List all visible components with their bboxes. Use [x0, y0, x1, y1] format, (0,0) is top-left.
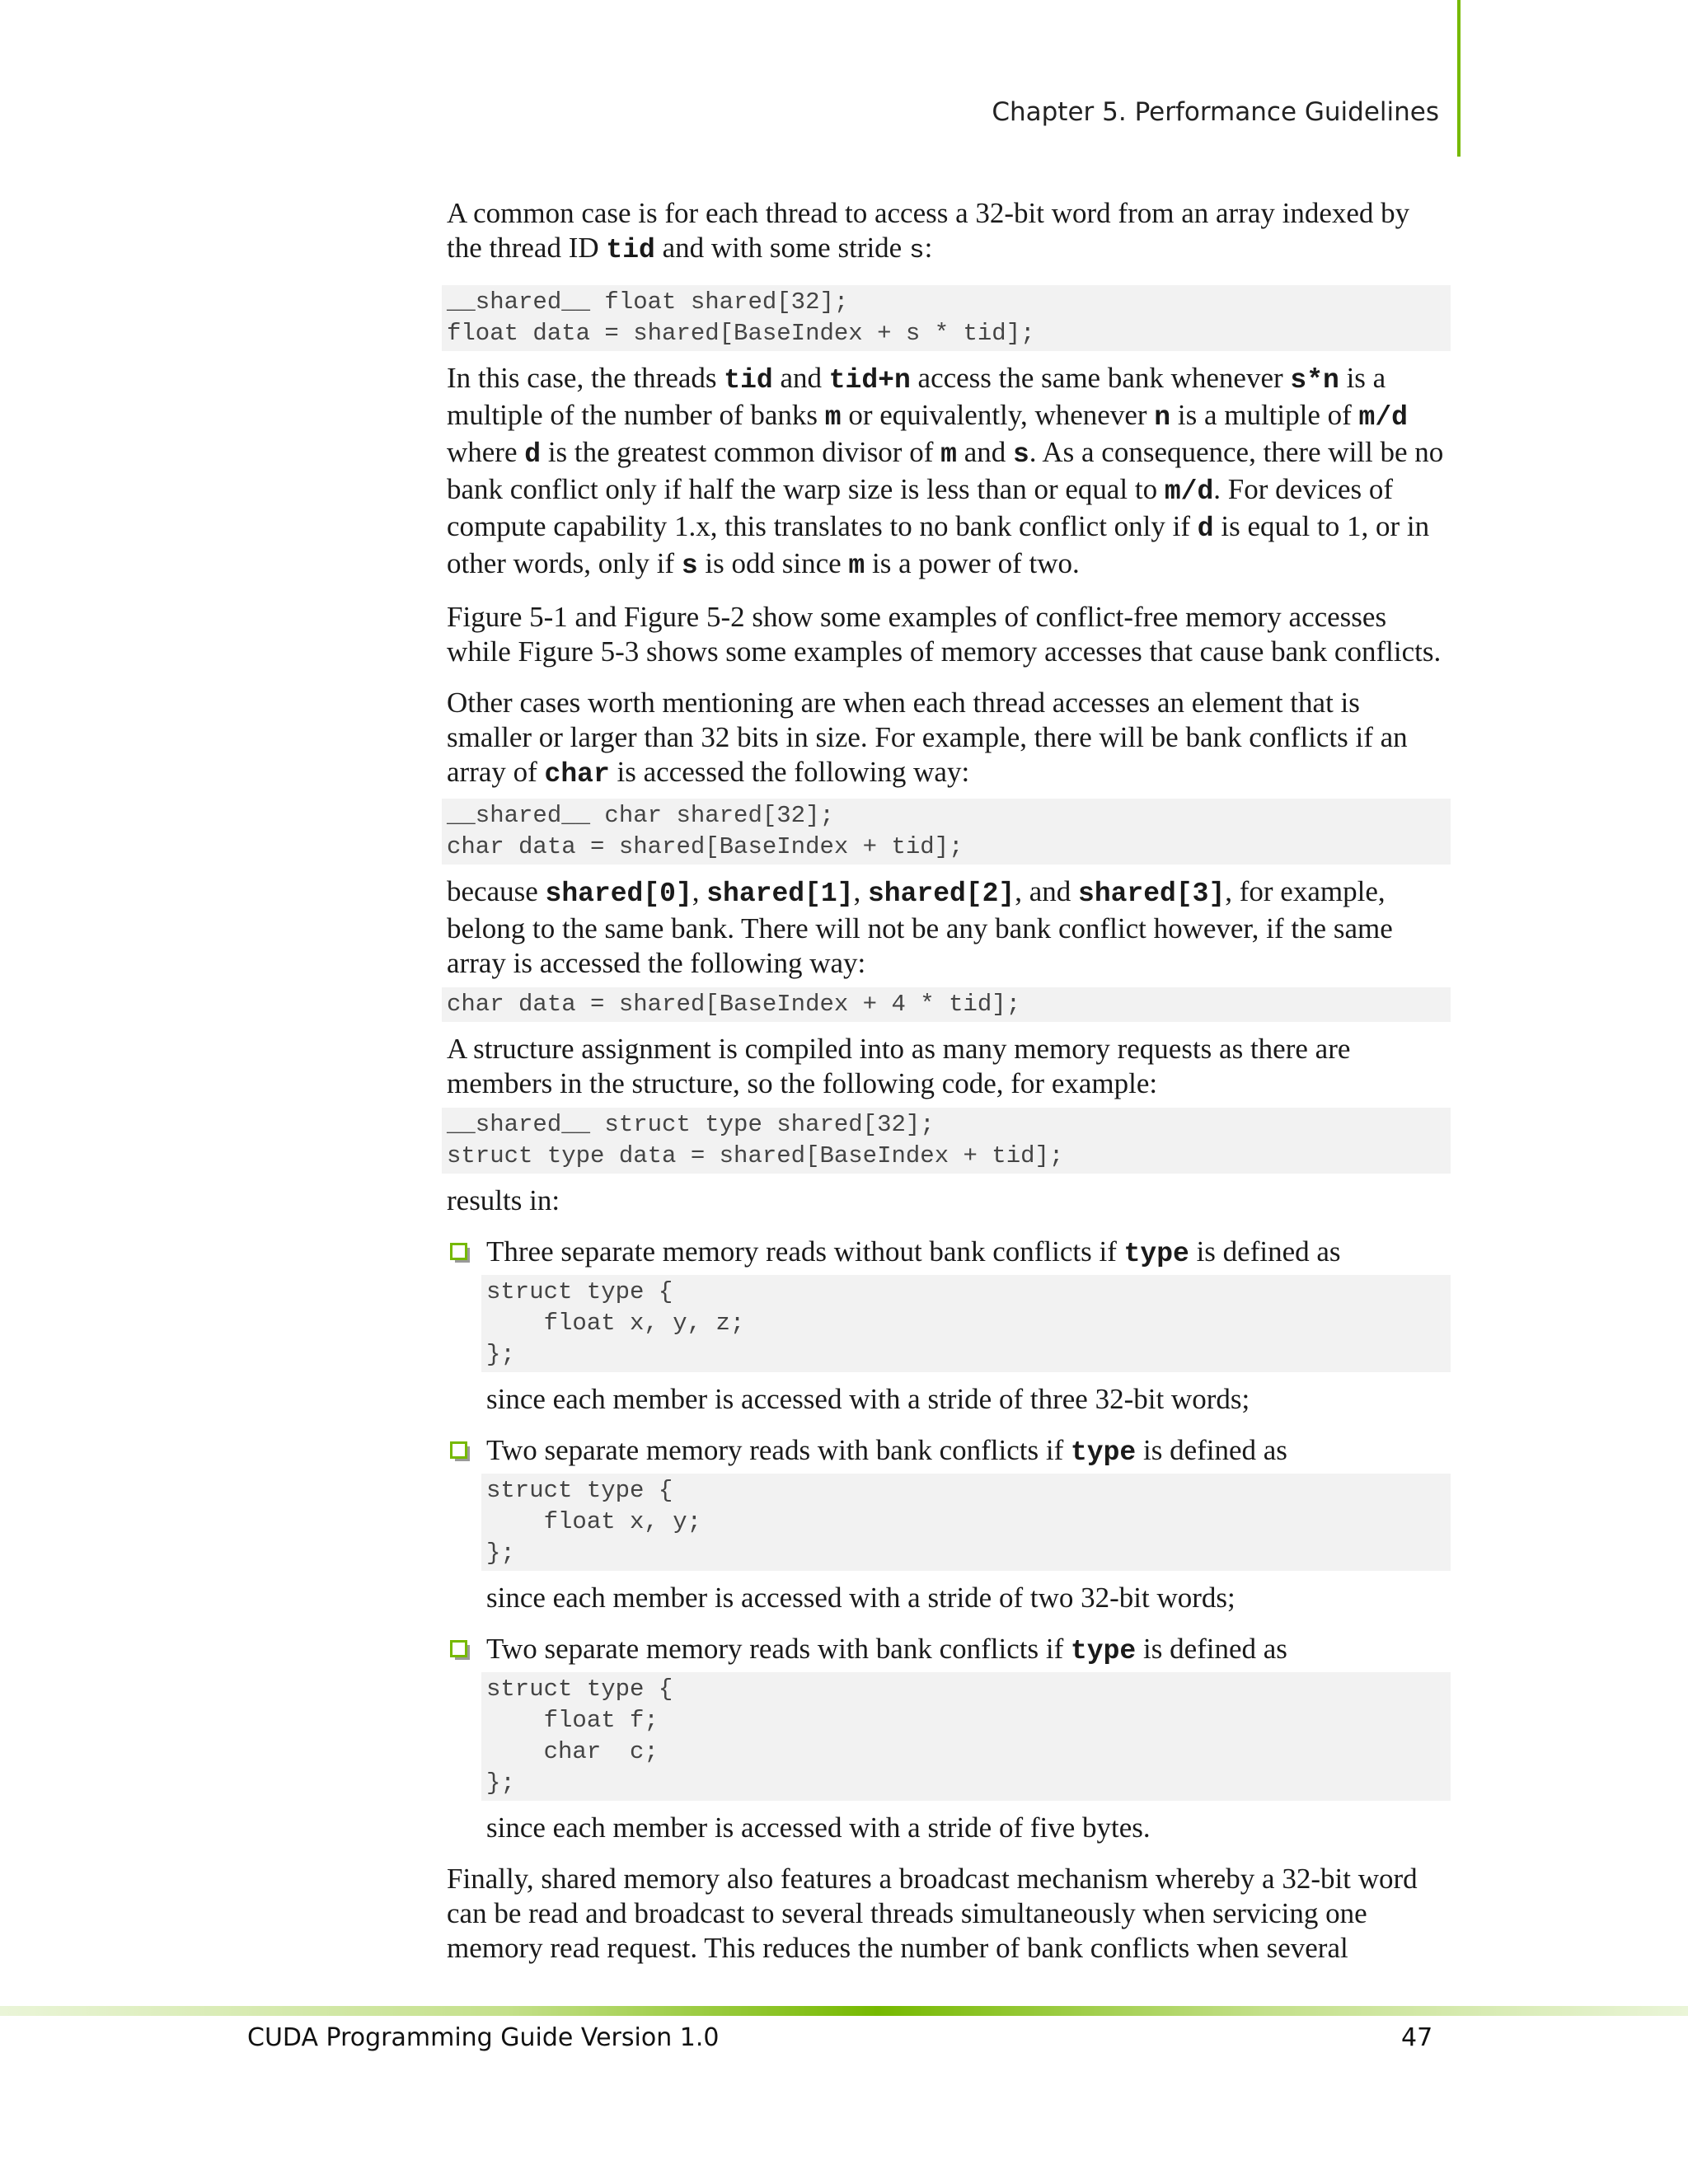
checkbox-bullet-icon	[450, 1640, 467, 1657]
checkbox-bullet-icon	[450, 1243, 467, 1260]
code-line: };	[486, 1769, 515, 1797]
code-line: };	[486, 1341, 515, 1368]
paragraph-bank-access: In this case, the threads tid and tid+n access the same bank whenever s*n is a multiple of the number of banks m or equivalently, whenever n is a multiple of m/d where d is the greatest common divisor of m and s. As a consequence, there will be no bank conflict only if half the warp size is less than or equal to m/d. For devices of compute capability 1.x, this translates to no bank conflict only if d is equal to 1, or in other words, only if s is odd since m is a power of two.	[447, 362, 1444, 581]
code-block-shared-char	[442, 799, 1451, 865]
code-line: float f;	[486, 1707, 659, 1734]
code-block-shared-float	[442, 285, 1451, 351]
code-line: struct type {	[486, 1477, 673, 1504]
code-block-shared-struct	[442, 1108, 1451, 1174]
code-line: struct type {	[486, 1675, 673, 1703]
code-line: __shared__ float shared[32];	[447, 288, 849, 316]
code-line: struct type data = shared[BaseIndex + tid];	[447, 1142, 1064, 1169]
bullet-trailing-text: since each member is accessed with a stride of three 32-bit words;	[486, 1383, 1250, 1415]
footer-title: CUDA Programming Guide Version 1.0	[247, 2023, 720, 2052]
code-block-char-stride	[442, 987, 1451, 1022]
bullet-trailing-text: since each member is accessed with a stride of two 32-bit words;	[486, 1582, 1236, 1614]
code-line: __shared__ struct type shared[32];	[447, 1111, 935, 1138]
list-item: Two separate memory reads with bank conflicts if type is defined as struct type { float f; char c; }; since each member is accessed with a stride of five bytes.	[447, 1632, 1446, 1845]
code-line: char data = shared[BaseIndex + tid];	[447, 833, 964, 860]
paragraph-other-cases: Other cases worth mentioning are when each thread accesses an element that is smaller or larger than 32 bits in size. For example, there will be bank conflicts if an array of char is accessed the following way:	[447, 687, 1408, 790]
page-number: 47	[1401, 2023, 1433, 2052]
code-line: __shared__ char shared[32];	[447, 802, 834, 829]
code-line: char data = shared[BaseIndex + 4 * tid];	[447, 991, 1021, 1018]
footer-gradient-band	[0, 2006, 1688, 2016]
code-line: float x, y, z;	[486, 1310, 745, 1337]
code-line: char c;	[486, 1738, 659, 1765]
code-line: float x, y;	[486, 1508, 702, 1535]
paragraph-figures: Figure 5-1 and Figure 5-2 show some examples of conflict-free memory accesses while Figure 5-3 shows some examples of memory accesses that cause bank conflicts.	[447, 601, 1442, 668]
code-block-struct-fc	[481, 1672, 1451, 1801]
list-item: Three separate memory reads without bank conflicts if type is defined as struct type { float x, y, z; }; since each member is accessed with a stride of three 32-bit words;	[447, 1235, 1446, 1417]
bullet-list	[447, 1235, 1446, 1845]
paragraph-intro: A common case is for each thread to access a 32-bit word from an array indexed by the thread ID tid and with some stride s:	[447, 197, 1410, 265]
list-item: Two separate memory reads with bank conflicts if type is defined as struct type { float x, y; }; since each member is accessed with a stride of two 32-bit words;	[447, 1433, 1446, 1615]
code-line: float data = shared[BaseIndex + s * tid];	[447, 320, 1035, 347]
code-line: struct type {	[486, 1278, 673, 1305]
page-content	[447, 196, 1446, 1982]
checkbox-bullet-icon	[450, 1441, 467, 1459]
paragraph-structure: A structure assignment is compiled into as many memory requests as there are members in the structure, so the following code, for example:	[447, 1033, 1351, 1099]
inline-code-tid: tid	[606, 235, 655, 265]
code-block-struct-xy	[481, 1474, 1451, 1571]
paragraph-broadcast: Finally, shared memory also features a broadcast mechanism whereby a 32-bit word can be read and broadcast to several threads simultaneously when servicing one memory read request. This reduces the number of bank conflicts when several	[447, 1863, 1418, 1964]
header-accent-rule	[1457, 0, 1461, 157]
paragraph-results-in: results in:	[447, 1184, 560, 1216]
code-line: };	[486, 1540, 515, 1567]
paragraph-because: because shared[0], shared[1], shared[2], and shared[3], for example, belong to the same bank. There will not be any bank conflict however, if the same array is accessed the following way:	[447, 875, 1393, 979]
code-block-struct-xyz	[481, 1275, 1451, 1372]
bullet-trailing-text: since each member is accessed with a stride of five bytes.	[486, 1811, 1151, 1844]
chapter-header: Chapter 5. Performance Guidelines	[992, 97, 1439, 127]
